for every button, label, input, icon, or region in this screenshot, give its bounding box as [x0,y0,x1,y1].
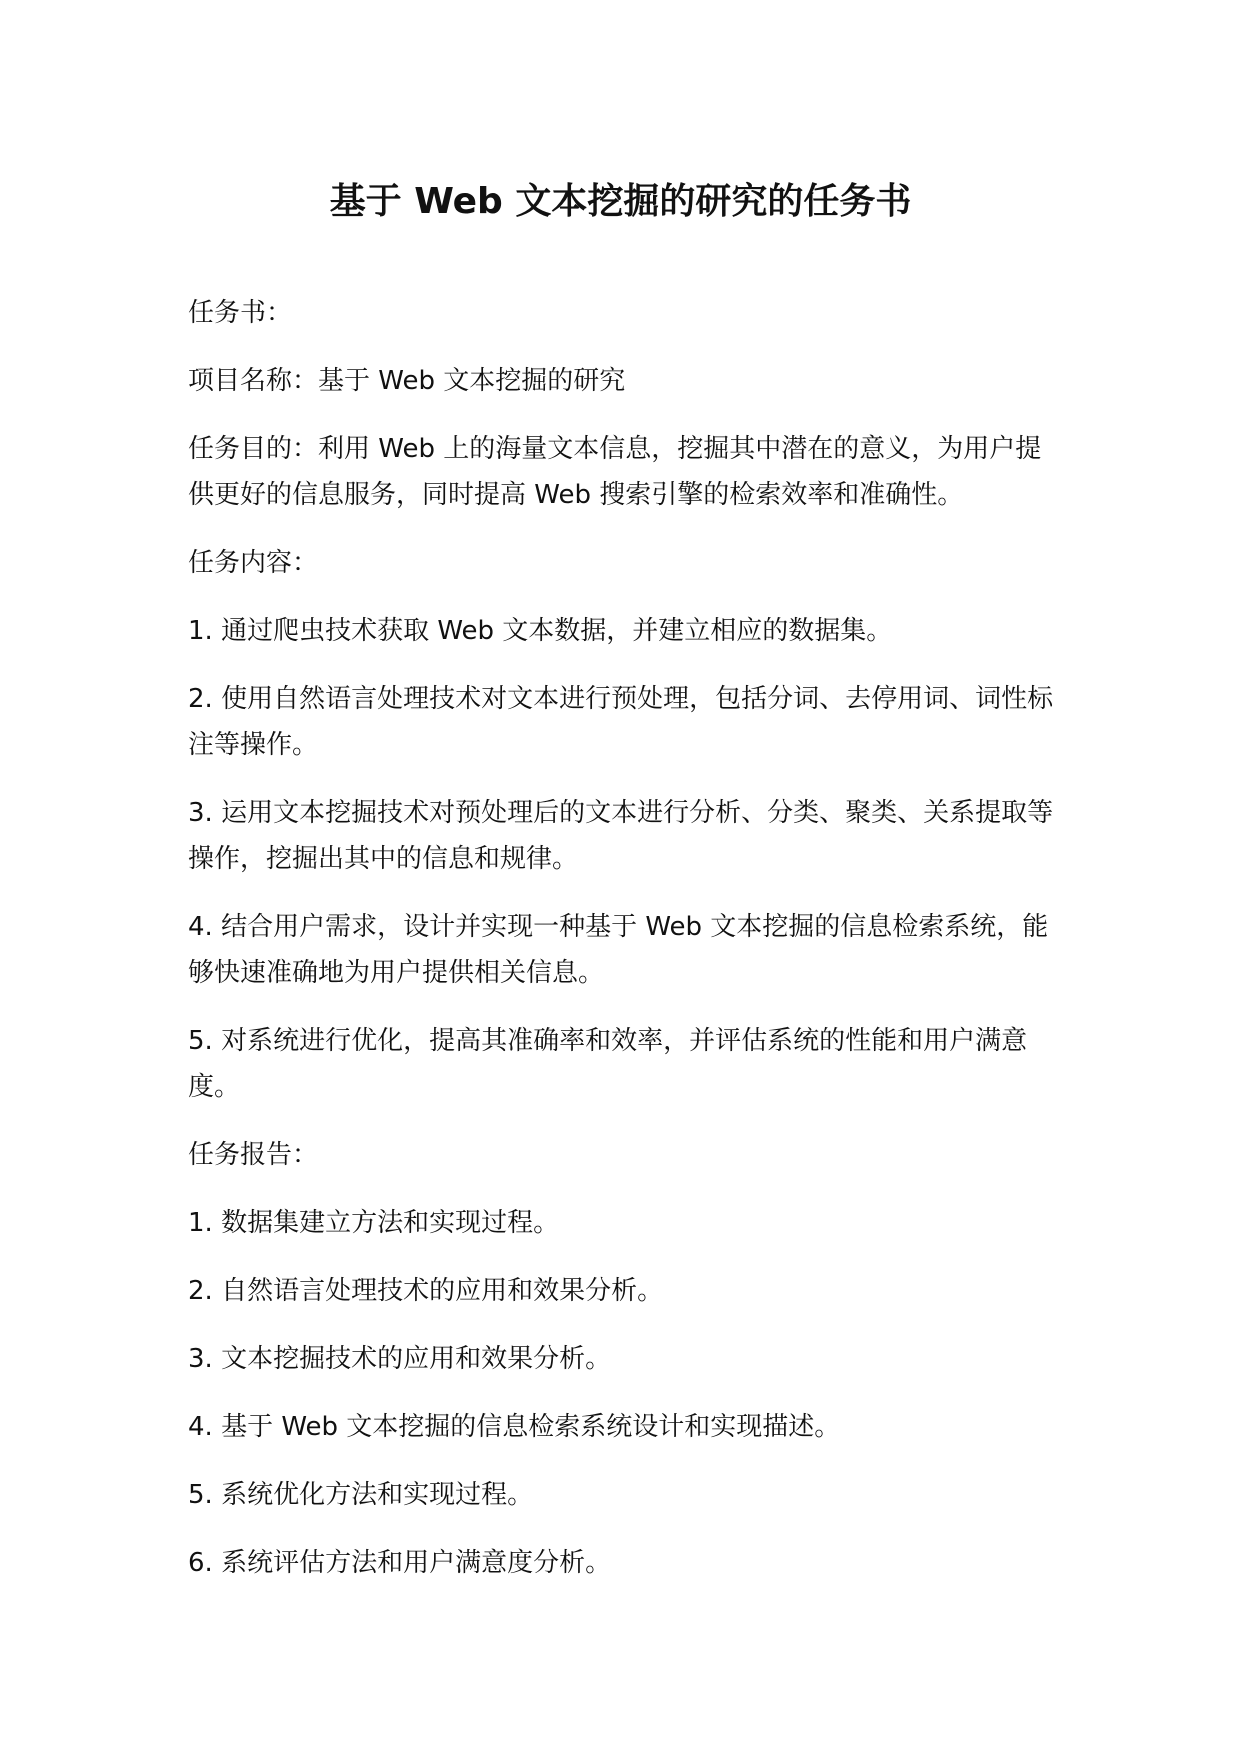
list-item: 2. 自然语言处理技术的应用和效果分析。 [188,1276,664,1306]
paragraph-task-book-heading: 任务书： [188,298,293,328]
list-item: 4. 基于 Web 文本挖掘的信息检索系统设计和实现描述。 [188,1412,841,1442]
paragraph-task-content-heading: 任务内容： [188,548,319,578]
document-title: 基于 Web 文本挖掘的研究的任务书 [329,181,912,222]
paragraph-task-report-heading: 任务报告： [188,1140,319,1170]
list-item: 5. 系统优化方法和实现过程。 [188,1480,534,1510]
list-item: 3. 运用文本挖掘技术对预处理后的文本进行分析、分类、聚类、关系提取等操作，挖掘出其中的信息和规律。 [188,798,1054,874]
document-body [188,290,1063,1608]
paragraph-task-purpose: 任务目的：利用 Web 上的海量文本信息，挖掘其中潜在的意义，为用户提供更好的信息服务，同时提高 Web 搜索引擎的检索效率和准确性。 [188,434,1042,510]
list-item: 2. 使用自然语言处理技术对文本进行预处理，包括分词、去停用词、词性标注等操作。 [188,684,1054,760]
list-item: 5. 对系统进行优化，提高其准确率和效率，并评估系统的性能和用户满意度。 [188,1026,1028,1102]
paragraph-project-name: 项目名称：基于 Web 文本挖掘的研究 [188,366,626,396]
list-item: 1. 通过爬虫技术获取 Web 文本数据，并建立相应的数据集。 [188,616,893,646]
list-item: 6. 系统评估方法和用户满意度分析。 [188,1548,612,1578]
list-item: 4. 结合用户需求，设计并实现一种基于 Web 文本挖掘的信息检索系统，能够快速准确地为用户提供相关信息。 [188,912,1049,988]
list-item: 3. 文本挖掘技术的应用和效果分析。 [188,1344,612,1374]
list-item: 1. 数据集建立方法和实现过程。 [188,1208,560,1238]
